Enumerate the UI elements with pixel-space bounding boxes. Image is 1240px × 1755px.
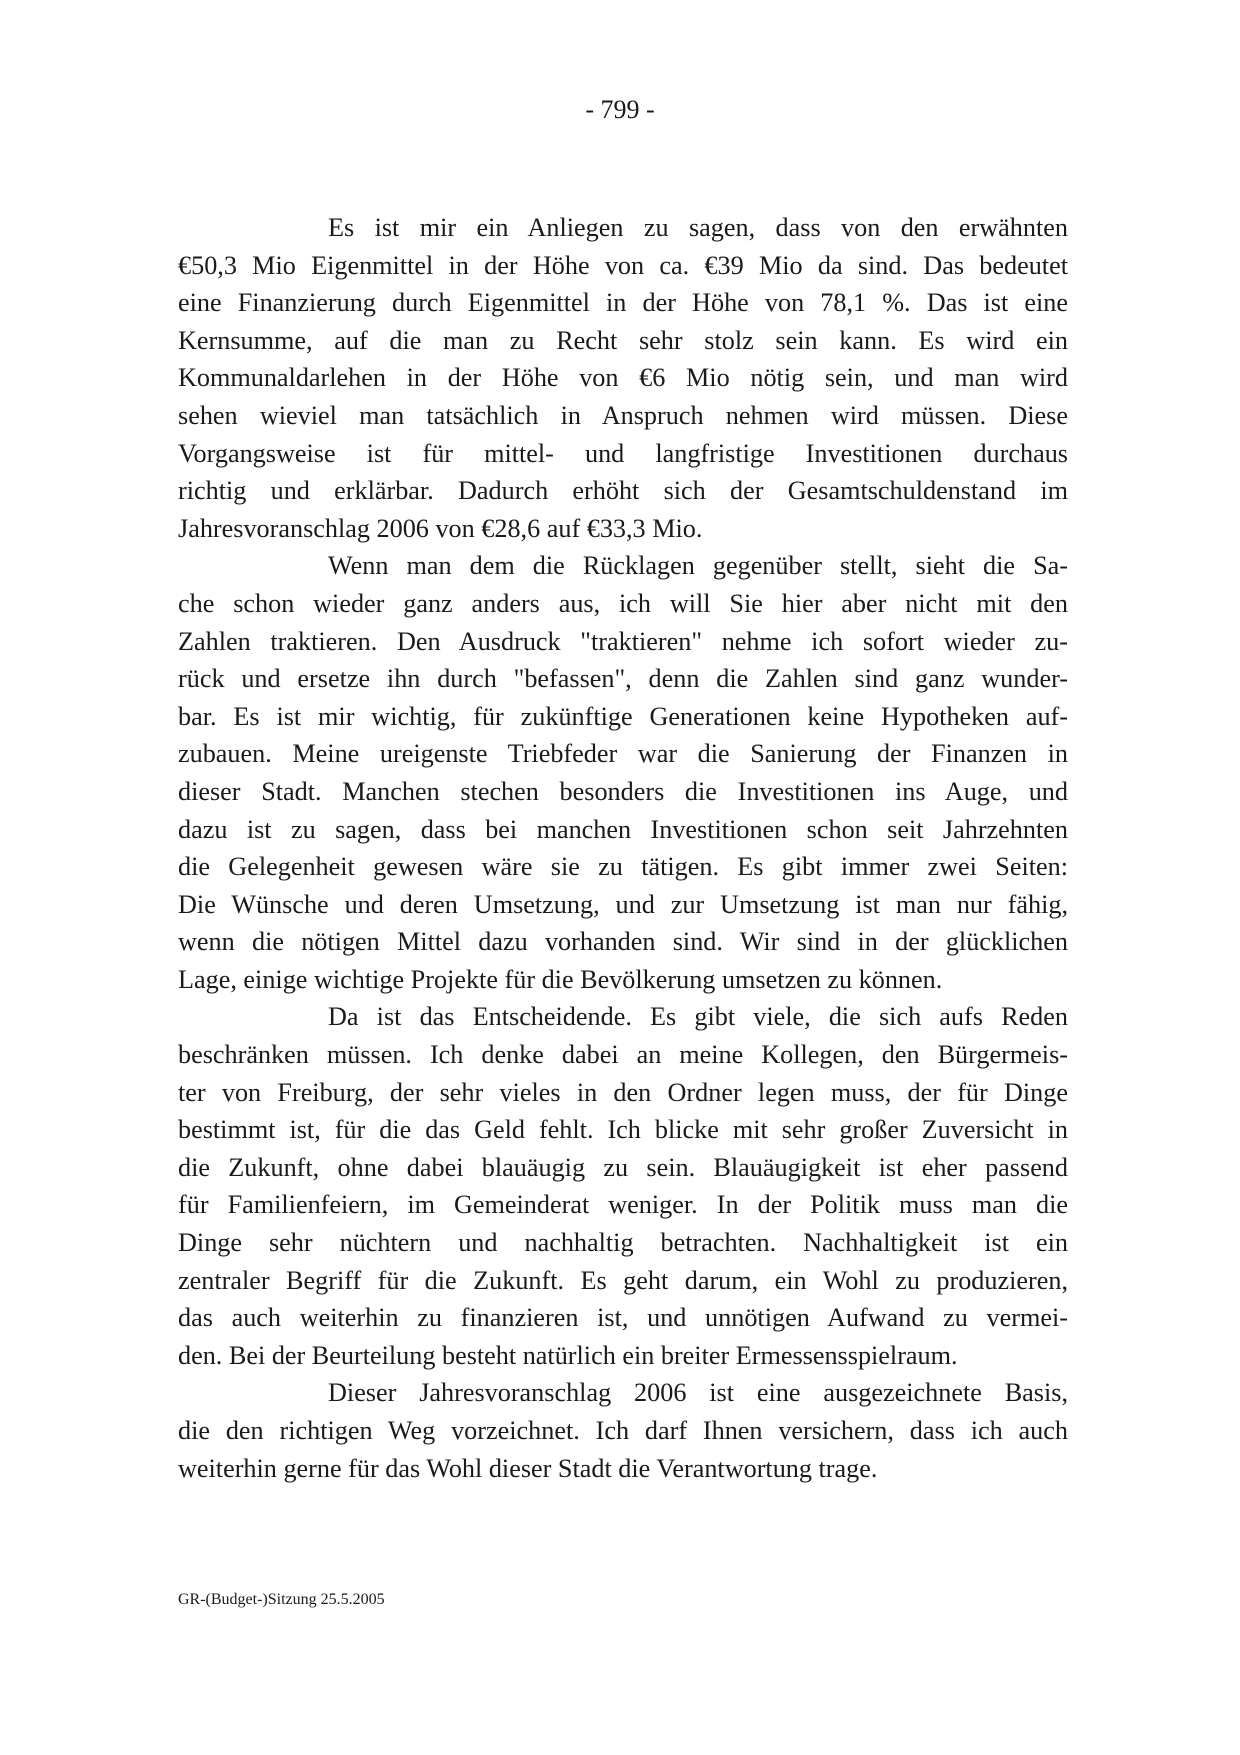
text-line: die Zukunft, ohne dabei blauäugig zu sein. Blauäugigkeit ist eher passend [178,1152,1068,1182]
text-line: die den richtigen Weg vorzeichnet. Ich darf Ihnen versichern, dass ich auch [178,1416,1068,1445]
text-line: beschränken müssen. Ich denke dabei an meine Kollegen, den Bürgermeis- [178,1040,1068,1070]
body-text [178,209,1068,1487]
text-line: ter von Freiburg, der sehr vieles in den Ordner legen muss, der für Dinge [178,1077,1068,1107]
text-line: Die Wünsche und deren Umsetzung, und zur Umsetzung ist man nur fähig, [178,889,1068,919]
text-line: sehen wieviel man tatsächlich in Anspruch nehmen wird müssen. Diese [178,400,1068,430]
text-line: Zahlen traktieren. Den Ausdruck "traktieren" nehme ich sofort wieder zu- [178,626,1068,656]
text-line: bestimmt ist, für die das Geld fehlt. Ich blicke mit sehr großer Zuversicht in [178,1115,1068,1145]
text-line: wenn die nötigen Mittel dazu vorhanden sind. Wir sind in der glücklichen [178,927,1068,957]
paragraph-2 [178,547,1068,998]
paragraph-3 [178,998,1068,1374]
text-line: €50,3 Mio Eigenmittel in der Höhe von ca. €39 Mio da sind. Das bedeutet [178,250,1068,280]
text-line: das auch weiterhin zu finanzieren ist, und unnötigen Aufwand zu vermei- [178,1303,1068,1333]
text-line: Lage, einige wichtige Projekte für die Bevölkerung umsetzen zu können. [178,964,943,994]
text-line: weiterhin gerne für das Wohl dieser Stadt die Verantwortung trage. [178,1453,878,1483]
paragraph-4 [178,1374,1068,1487]
page-number: - 799 - [585,95,655,124]
text-line: eine Finanzierung durch Eigenmittel in der Höhe von 78,1 %. Das ist eine [178,288,1068,318]
text-line: che schon wieder ganz anders aus, ich will Sie hier aber nicht mit den [178,588,1068,618]
text-line: dieser Stadt. Manchen stechen besonders die Investitionen ins Auge, und [178,776,1068,806]
footer-session-label: GR-(Budget-)Sitzung 25.5.2005 [178,1591,385,1608]
text-line: Kernsumme, auf die man zu Recht sehr stolz sein kann. Es wird ein [178,325,1068,355]
text-line: zubauen. Meine ureigenste Triebfeder war die Sanierung der Finanzen in [178,739,1068,769]
text-line: den. Bei der Beurteilung besteht natürlich ein breiter Ermessensspielraum. [178,1340,958,1370]
text-line: dazu ist zu sagen, dass bei manchen Investitionen schon seit Jahrzehnten [178,814,1068,844]
text-line: bar. Es ist mir wichtig, für zukünftige Generationen keine Hypotheken auf- [178,701,1068,731]
text-line: Dieser Jahresvoranschlag 2006 ist eine ausgezeichnete Basis, [328,1378,1068,1408]
text-line: Wenn man dem die Rücklagen gegenüber stellt, sieht die Sa- [328,551,1068,581]
text-line: rück und ersetze ihn durch "befassen", denn die Zahlen sind ganz wunder- [178,664,1068,694]
text-line: Da ist das Entscheidende. Es gibt viele, die sich aufs Reden [328,1002,1068,1032]
text-line: Kommunaldarlehen in der Höhe von €6 Mio nötig sein, und man wird [178,363,1068,393]
text-line: Dinge sehr nüchtern und nachhaltig betrachten. Nachhaltigkeit ist ein [178,1228,1068,1258]
text-line: Es ist mir ein Anliegen zu sagen, dass von den erwähnten [328,213,1068,242]
text-line: Jahresvoranschlag 2006 von €28,6 auf €33,3 Mio. [178,513,703,543]
text-line: für Familienfeiern, im Gemeinderat weniger. In der Politik muss man die [178,1190,1068,1220]
paragraph-1 [178,209,1068,547]
text-line: die Gelegenheit gewesen wäre sie zu tätigen. Es gibt immer zwei Seiten: [178,852,1068,882]
text-line: richtig und erklärbar. Dadurch erhöht sich der Gesamtschuldenstand im [178,476,1068,506]
text-line: zentraler Begriff für die Zukunft. Es geht darum, ein Wohl zu produzieren, [178,1265,1068,1295]
text-line: Vorgangsweise ist für mittel- und langfristige Investitionen durchaus [178,438,1068,468]
